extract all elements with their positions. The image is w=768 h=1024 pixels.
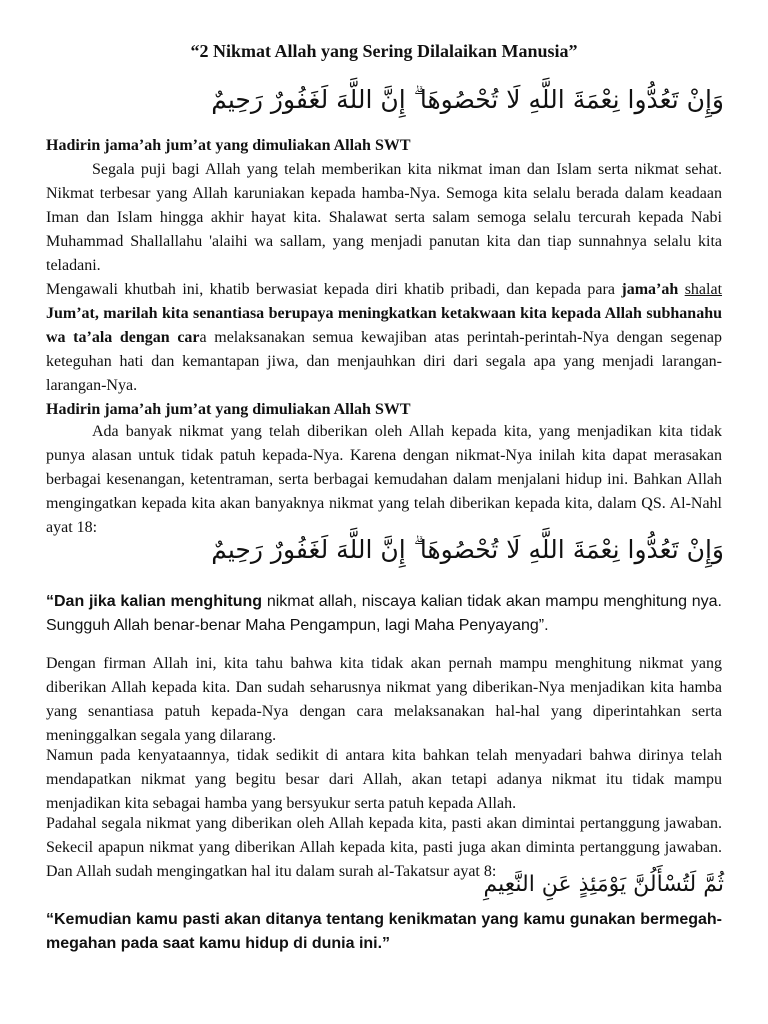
kenyataan-paragraph: Namun pada kenyataannya, tidak sedikit di antara kita bahkan telah menyadari bahwa dirinya telah mendapatkan nikmat yang begitu besar dari Allah, akan tetapi adanya nikmat itu tidak mampu menjadikan kita sebagai hamba yang bersyukur serta patuh kepada Allah. <box>46 747 722 812</box>
translation-quote-bold: “Dan jika kalian menghitung <box>46 593 263 610</box>
closing-quote: “Kemudian kamu pasti akan ditanya tentang kenikmatan yang kamu gunakan bermegah-megahan pada saat kamu hidup di dunia ini.” <box>46 911 722 952</box>
wasiat-text-e: a melaksanakan semua kewajiban atas perintah-perintah-Nya dengan segenap keteguhan hati dan kemantapan jiwa, dan menjauhkan diri dari segala apa yang menjadi larangan-larangan-Nya. <box>46 329 723 394</box>
wasiat-text-d: Jum’at, marilah kita senantiasa berupaya meningkatkan ketakwaan kita kepada Allah subhanahu wa ta’ala dengan car <box>46 305 722 346</box>
document-title: “2 Nikmat Allah yang Sering Dilalaikan Manusia” <box>190 41 578 61</box>
section-heading-2: Hadirin jama’ah jum’at yang dimuliakan Allah SWT <box>46 401 411 418</box>
wasiat-paragraph <box>46 278 722 398</box>
takatsur-paragraph: Padahal segala nikmat yang diberikan oleh Allah kepada kita, pasti akan dimintai pertanggung jawaban. Sekecil apapun nikmat yang diberikan Allah kepada kita, pasti juga akan diminta pertanggung jawaban. Dan Allah sudah mengingatkan hal itu dalam surah al-Takatsur ayat 8: <box>46 815 722 880</box>
arabic-verse-at-takatsur-8: ثُمَّ لَتُسْأَلُنَّ يَوْمَئِذٍ عَنِ النَّعِيمِ <box>483 872 724 897</box>
opening-paragraph: Segala puji bagi Allah yang telah memberikan kita nikmat iman dan Islam serta nikmat sehat. Nikmat terbesar yang Allah karuniakan kepada hamba-Nya. Semoga kita selalu berada dalam keadaan Iman dan Islam hingga akhir hayat kita. Shalawat serta salam semoga selalu tercurah kepada Nabi Muhammad Shallallahu 'alaihi wa sallam, yang menjadi panutan kita dan tiap sunnahnya selalu kita teladani. <box>46 161 722 274</box>
shalat-link[interactable]: shalat <box>684 281 723 298</box>
firman-paragraph: Dengan firman Allah ini, kita tahu bahwa kita tidak akan pernah mampu menghitung nikmat yang diberikan Allah kepada kita. Dan sudah seharusnya nikmat yang diberikan-Nya menjadikan kita hamba yang senantiasa patuh kepada-Nya dengan cara melaksanakan hal-hal yang diperintahkan serta meninggalkan segala yang dilarang. <box>46 655 722 744</box>
wasiat-text-b: jama’ah <box>621 281 679 298</box>
arabic-verse-an-nahl-18-repeat: وَإِنْ تَعُدُّوا نِعْمَةَ اللَّهِ لَا تُحْصُوهَا ۗ إِنَّ اللَّهَ لَغَفُورٌ رَحِيمٌ <box>211 535 724 564</box>
arabic-verse-an-nahl-18: وَإِنْ تَعُدُّوا نِعْمَةَ اللَّهِ لَا تُحْصُوهَا ۗ إِنَّ اللَّهَ لَغَفُورٌ رَحِيمٌ <box>211 85 724 114</box>
translation-quote <box>46 590 722 638</box>
section-heading: Hadirin jama’ah jum’at yang dimuliakan Allah SWT <box>46 137 411 154</box>
nikmat-paragraph: Ada banyak nikmat yang telah diberikan oleh Allah kepada kita, yang menjadikan kita tidak punya alasan untuk tidak patuh kepada-Nya. Karena dengan nikmat-Nya inilah kita dapat merasakan berbagai kesenangan, ketentraman, serta berbagai kemudahan dalam menjalani hidup ini. Bahkan Allah mengingatkan kepada kita akan banyaknya nikmat yang telah diberikan kepada kita, dalam QS. Al-Nahl ayat 18: <box>46 423 722 536</box>
translation-quote-rest: nikmat allah, niscaya kalian tidak akan mampu menghitung nya. Sungguh Allah benar-benar Maha Pengampun, lagi Maha Penyayang”. <box>46 593 722 634</box>
wasiat-text-a: Mengawali khutbah ini, khatib berwasiat kepada diri khatib pribadi, dan kepada para <box>46 281 622 298</box>
